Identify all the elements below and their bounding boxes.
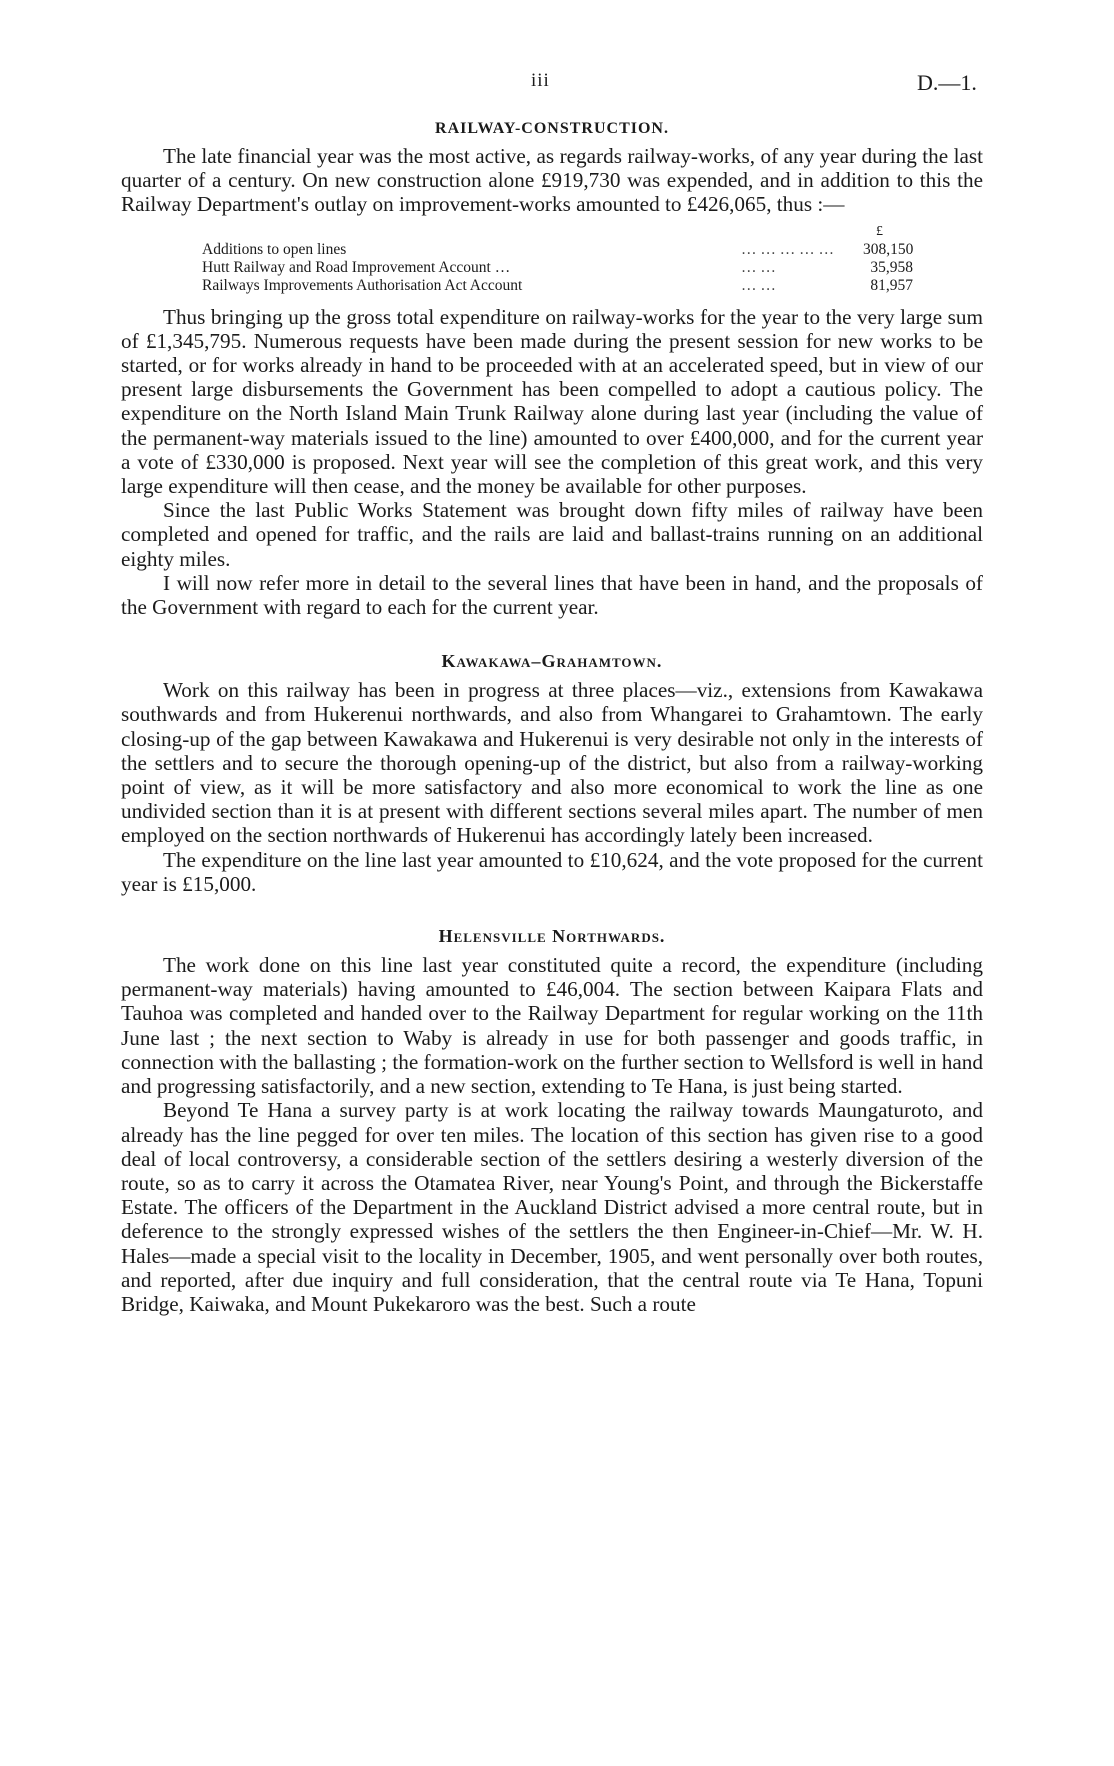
- paragraph: Since the last Public Works Statement was brought down fifty miles of railway have been completed and opened for traffic, and the rails are laid and ballast-trains running on an additional eighty miles.: [121, 498, 983, 571]
- row-amount: 35,958: [870, 258, 913, 276]
- page-body: [121, 120, 983, 1316]
- row-leader-dots: … … … … …: [741, 240, 834, 258]
- paragraph: I will now refer more in detail to the several lines that have been in hand, and the proposals of the Government with regard to each for the current year.: [121, 570, 983, 620]
- section-heading: Helensville Northwards.: [438, 926, 666, 947]
- paragraph: The work done on this line last year constituted quite a record, the expenditure (including permanent-way materials) having amounted to £46,004. The section between Kaipara Flats and Tauhoa was completed and handed over to the Railway Department for regular working on the 11th June last ; the next section to Waby is already in use for both passenger and goods traffic, in connection with the ballasting ; the formation-work on the further section to Wellsford is well in hand and progressing satisfactorily, and a new section, extending to Te Hana, is just being started.: [121, 953, 983, 1099]
- row-label: Additions to open lines: [202, 240, 347, 258]
- document-reference: D.—1.: [917, 70, 977, 95]
- section-railway-construction: [121, 120, 983, 619]
- section-heading: RAILWAY-CONSTRUCTION.: [435, 120, 669, 137]
- row-label: Hutt Railway and Road Improvement Account …: [202, 258, 511, 276]
- table-row: [121, 259, 983, 277]
- row-leader-dots: … …: [741, 258, 776, 276]
- currency-symbol: £: [876, 223, 883, 239]
- paragraph: Thus bringing up the gross total expenditure on railway-works for the year to the very large sum of £1,345,795. Numerous requests have been made during the present session for new works to be started, or for works already in hand to be proceeded with at an accelerated speed, but in view of our present large disbursements the Government has been compelled to adopt a cautious policy. The expenditure on the North Island Main Trunk Railway alone during last year (including the value of the permanent-way materials issued to the line) amounted to over £400,000, and for the current year a vote of £330,000 is proposed. Next year will see the completion of this great work, and this very large expenditure will then cease, and the money be available for other purposes.: [121, 304, 983, 499]
- expenditure-table: [121, 223, 983, 295]
- paragraph: The expenditure on the line last year amounted to £10,624, and the vote proposed for the current year is £15,000.: [121, 847, 983, 896]
- row-amount: 308,150: [863, 240, 914, 258]
- row-amount: 81,957: [870, 276, 913, 294]
- page-number: iii: [531, 70, 550, 91]
- row-label: Railways Improvements Authorisation Act Account: [202, 276, 523, 294]
- paragraph: The late financial year was the most active, as regards railway-works, of any year during the last quarter of a century. On new construction alone £919,730 was expended, and in addition to this the Railway Department's outlay on improvement-works amounted to £426,065, thus :—: [121, 144, 983, 217]
- table-row: [121, 241, 983, 259]
- section-helensville-northwards: [121, 926, 983, 1316]
- section-heading: Kawakawa–Grahamtown.: [441, 651, 663, 672]
- paragraph: Work on this railway has been in progress at three places—viz., extensions from Kawakawa southwards and from Hukerenui northwards, and also from Whangarei to Grahamtown. The early closing-up of the gap between Kawakawa and Hukerenui is very desirable not only in the interests of the settlers and to secure the thorough opening-up of the district, but also from a railway-working point of view, as it will be more satisfactory and also more economical to work the line as one undivided section than it is at present with different sections several miles apart. The number of men employed on the section northwards of Hukerenui has accordingly lately been increased.: [121, 678, 983, 848]
- page-header: [0, 70, 1114, 100]
- table-row: [121, 277, 983, 295]
- section-kawakawa-grahamtown: [121, 651, 983, 896]
- table-currency-row: [121, 223, 983, 241]
- row-leader-dots: … …: [741, 276, 776, 294]
- paragraph: Beyond Te Hana a survey party is at work locating the railway towards Maungaturoto, and already has the line pegged for over ten miles. The location of this section has given rise to a good deal of local controversy, a considerable section of the settlers desiring a westerly diversion of the route, so as to carry it across the Otamatea River, near Young's Point, and through the Bickerstaffe Estate. The officers of the Department in the Auckland District advised a more central route, but in deference to the strongly expressed wishes of the settlers the then Engineer-in-Chief—Mr. W. H. Hales—made a special visit to the locality in December, 1905, and went personally over both routes, and reported, after due inquiry and full consideration, that the central route via Te Hana, Topuni Bridge, Kaiwaka, and Mount Pukekaroro was the best. Such a route: [121, 1098, 983, 1316]
